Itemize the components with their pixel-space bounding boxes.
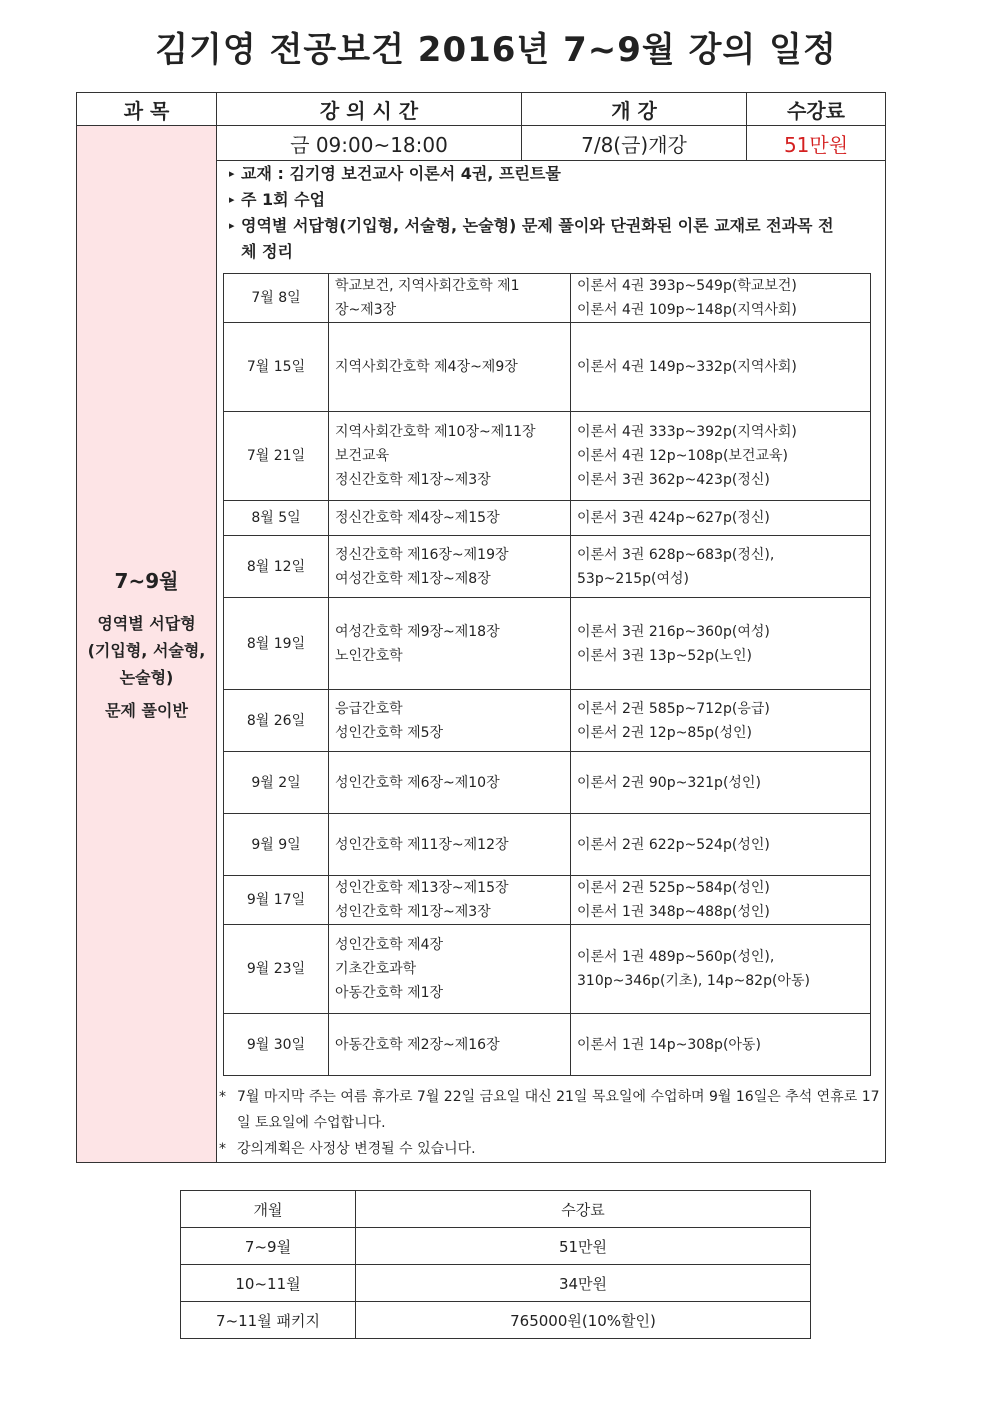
schedule-pages <box>571 412 871 501</box>
topic-line: 성인간호학 제11장~제12장 <box>335 836 509 853</box>
schedule-pages <box>571 814 871 876</box>
schedule-pages <box>571 1014 871 1076</box>
note-item: * 강의계획은 사정상 변경될 수 있습니다. <box>219 1136 881 1162</box>
topic-line: 아동간호학 제2장~제16장 <box>335 1036 500 1053</box>
fee-amount: 765000원(10%할인) <box>356 1302 811 1339</box>
page-line: 53p~215p(여성) <box>577 570 690 587</box>
subject-line: 논술형) <box>119 667 174 687</box>
schedule-topics <box>329 925 571 1014</box>
schedule-pages <box>571 323 871 412</box>
page-line: 이론서 1권 489p~560p(성인), <box>577 949 775 965</box>
subject-line: (기입형, 서술형, <box>87 640 206 660</box>
schedule-pages <box>571 501 871 536</box>
subject-cell <box>77 126 217 1163</box>
fee-table <box>180 1190 811 1339</box>
page-line: 이론서 1권 348p~488p(성인) <box>577 904 770 920</box>
topic-line: 아동간호학 제1장 <box>335 985 444 1001</box>
schedule-date: 9월 17일 <box>224 876 329 925</box>
schedule-pages <box>571 690 871 752</box>
fee-period: 7~9월 <box>181 1228 356 1265</box>
header-subject: 과 목 <box>77 93 217 126</box>
note-item: * 7월 마지막 주는 여름 휴가로 7월 22일 금요일 대신 21일 목요일에 수업하며 9월 16일은 추석 연휴로 17일 토요일에 수업합니다. <box>219 1084 881 1136</box>
schedule-pages <box>571 876 871 925</box>
topic-line: 지역사회간호학 제10장~제11장 <box>335 424 536 440</box>
topic-line: 성인간호학 제13장~제15장 <box>335 880 509 896</box>
header-time: 강 의 시 간 <box>217 93 522 126</box>
page-line: 이론서 4권 12p~108p(보건교육) <box>577 448 788 464</box>
schedule-date: 9월 30일 <box>224 1014 329 1076</box>
topic-line: 학교보건, 지역사회간호학 제1 <box>335 278 520 294</box>
course-table <box>76 92 886 1163</box>
schedule-pages <box>571 274 871 323</box>
page-line: 이론서 3권 628p~683p(정신), <box>577 546 775 563</box>
fee-header-months: 개월 <box>181 1191 356 1228</box>
fee-period: 7~11월 패키지 <box>181 1302 356 1339</box>
topic-line: 여성간호학 제1장~제8장 <box>335 570 491 587</box>
page-line: 이론서 4권 149p~332p(지역사회) <box>577 359 797 375</box>
schedule-pages <box>571 925 871 1014</box>
header-start: 개 강 <box>522 93 747 126</box>
page-line: 이론서 3권 424p~627p(정신) <box>577 510 770 526</box>
page-title: 김기영 전공보건 2016년 7~9월 강의 일정 <box>155 30 837 70</box>
fee-header-fee: 수강료 <box>356 1191 811 1228</box>
schedule-date: 9월 23일 <box>224 925 329 1014</box>
schedule-topics <box>329 598 571 690</box>
page-line: 이론서 3권 362p~423p(정신) <box>577 472 770 488</box>
page-line: 이론서 4권 109p~148p(지역사회) <box>577 302 797 318</box>
course-fee: 51만원 <box>747 126 886 161</box>
schedule-date: 7월 8일 <box>224 274 329 323</box>
schedule-topics <box>329 412 571 501</box>
schedule-topics <box>329 876 571 925</box>
notes <box>217 1076 885 1162</box>
topic-line: 응급간호학 <box>335 700 403 717</box>
schedule-row <box>224 752 871 814</box>
page-line: 이론서 4권 333p~392p(지역사회) <box>577 424 797 440</box>
topic-line: 정신간호학 제4장~제15장 <box>335 510 500 526</box>
schedule-row <box>224 925 871 1014</box>
topic-line: 지역사회간호학 제4장~제9장 <box>335 359 518 375</box>
fee-period: 10~11월 <box>181 1265 356 1302</box>
schedule-topics <box>329 690 571 752</box>
schedule-topics <box>329 752 571 814</box>
page-line: 이론서 2권 622p~524p(성인) <box>577 836 770 853</box>
page-line: 이론서 4권 393p~549p(학교보건) <box>577 278 797 294</box>
topic-line: 정신간호학 제16장~제19장 <box>335 546 509 563</box>
schedule-date: 8월 12일 <box>224 536 329 598</box>
topic-line: 정신간호학 제1장~제3장 <box>335 472 491 488</box>
header-fee: 수강료 <box>747 93 886 126</box>
schedule-pages <box>571 752 871 814</box>
schedule-row <box>224 323 871 412</box>
page-line: 이론서 2권 12p~85p(성인) <box>577 724 753 741</box>
schedule-row <box>224 412 871 501</box>
schedule-pages <box>571 598 871 690</box>
schedule-topics <box>329 1014 571 1076</box>
schedule-date: 7월 21일 <box>224 412 329 501</box>
start-date: 7/8(금)개강 <box>522 126 747 161</box>
schedule-row <box>224 690 871 752</box>
schedule-row <box>224 274 871 323</box>
schedule-date: 7월 15일 <box>224 323 329 412</box>
page-line: 이론서 1권 14p~308p(아동) <box>577 1036 761 1053</box>
schedule-date: 9월 2일 <box>224 752 329 814</box>
schedule-date: 8월 26일 <box>224 690 329 752</box>
lecture-time: 금 09:00~18:00 <box>217 126 522 161</box>
schedule-table <box>223 273 871 1076</box>
page-line: 이론서 3권 13p~52p(노인) <box>577 647 753 664</box>
subject-term: 7~9월 <box>114 568 179 593</box>
topic-line: 기초간호과학 <box>335 961 417 977</box>
schedule-pages <box>571 536 871 598</box>
schedule-row <box>224 598 871 690</box>
topic-line: 성인간호학 제5장 <box>335 724 444 741</box>
page-line: 이론서 2권 525p~584p(성인) <box>577 880 770 896</box>
page-line: 이론서 2권 585p~712p(응급) <box>577 700 770 717</box>
schedule-topics <box>329 274 571 323</box>
schedule-topics <box>329 323 571 412</box>
bullet-item: ▸ 교재 : 김기영 보건교사 이론서 4권, 프린트물 <box>229 161 881 187</box>
page-line: 이론서 3권 216p~360p(여성) <box>577 623 770 640</box>
bullet-item: ▸ 주 1회 수업 <box>229 187 881 213</box>
bullet-item: ▸ 영역별 서답형(기입형, 서술형, 논술형) 문제 풀이와 단권화된 이론 교재로 전과목 전 <box>229 213 881 239</box>
schedule-date: 8월 5일 <box>224 501 329 536</box>
page-line: 310p~346p(기초), 14p~82p(아동) <box>577 973 810 989</box>
bullet-continuation: 체 정리 <box>241 242 293 261</box>
schedule-date: 8월 19일 <box>224 598 329 690</box>
topic-line: 노인간호학 <box>335 647 403 664</box>
course-details <box>217 161 886 1163</box>
topic-line: 장~제3장 <box>335 302 397 318</box>
fee-amount: 34만원 <box>356 1265 811 1302</box>
bullet-list <box>217 161 885 265</box>
schedule-topics <box>329 814 571 876</box>
topic-line: 성인간호학 제1장~제3장 <box>335 904 491 920</box>
subject-line: 문제 풀이반 <box>105 700 188 720</box>
schedule-row <box>224 1014 871 1076</box>
page-line: 이론서 2권 90p~321p(성인) <box>577 774 761 791</box>
topic-line: 성인간호학 제6장~제10장 <box>335 774 500 791</box>
subject-line: 영역별 서답형 <box>97 613 196 633</box>
schedule-topics <box>329 536 571 598</box>
schedule-date: 9월 9일 <box>224 814 329 876</box>
topic-line: 성인간호학 제4장 <box>335 937 444 953</box>
fee-amount: 51만원 <box>356 1228 811 1265</box>
schedule-row <box>224 814 871 876</box>
schedule-row <box>224 536 871 598</box>
schedule-row <box>224 501 871 536</box>
topic-line: 보건교육 <box>335 448 390 464</box>
schedule-row <box>224 876 871 925</box>
topic-line: 여성간호학 제9장~제18장 <box>335 623 500 640</box>
schedule-topics <box>329 501 571 536</box>
